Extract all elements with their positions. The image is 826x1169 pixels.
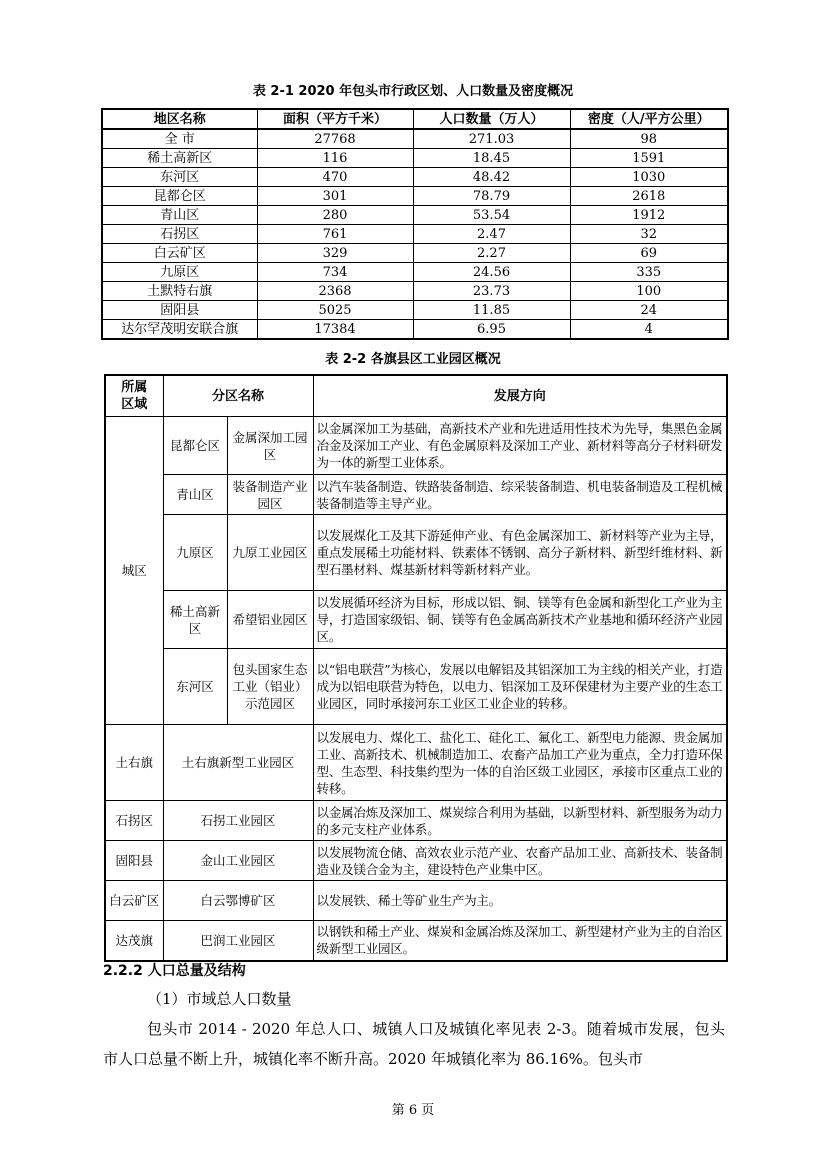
table-cell: 11.85 — [413, 301, 570, 320]
table-cell: 6.95 — [413, 320, 570, 340]
table-cell: 48.42 — [413, 168, 570, 187]
table-cell: 昆都仑区 — [102, 187, 257, 206]
table-cell: 土默特右旗 — [102, 282, 257, 301]
table-cell: 280 — [257, 206, 413, 225]
header-zone: 分区名称 — [163, 375, 313, 417]
body-paragraph: 包头市 2014 - 2020 年总人口、城镇人口及城镇化率见表 2-3。随着城市发展，包头市人口总量不断上升，城镇化率不断升高。2020 年城镇化率为 86.16%。包头市 — [103, 1020, 725, 1068]
table-row — [102, 168, 728, 187]
direction-cell: 以发展物流仓储、高效农业示范产业、农畜产品加工业、高新技术、装备制造业及镁合金为主，建设特色产业集中区。 — [313, 841, 727, 881]
subsection-title: （1）市域总人口数量 — [147, 990, 292, 1008]
region-cell: 石拐区 — [105, 801, 163, 841]
table-cell: 白云矿区 — [102, 244, 257, 263]
table-cell: 53.54 — [413, 206, 570, 225]
table-cell: 17384 — [257, 320, 413, 340]
direction-cell: 以发展煤化工及其下游延伸产业、有色金属深加工、新材料等产业为主导，重点发展稀土功能材料、铁素体不锈钢、高分子新材料、新型纤维材料、新型石墨材料、煤基新材料等新材料产业。 — [313, 515, 727, 591]
table-row — [102, 129, 728, 149]
table-cell: 石拐区 — [102, 225, 257, 244]
park-cell: 九原工业园区 — [227, 515, 313, 591]
table-cell: 2618 — [570, 187, 728, 206]
direction-cell: 以发展电力、煤化工、盐化工、硅化工、氟化工、新型电力能源、贵金属加工业、高新技术、机械制造加工、农畜产品加工产业为重点，全力打造环保型、生态型、科技集约型为一体的自治区级工业园区，承接市区重点工业的转移。 — [313, 725, 727, 801]
park-cell: 包头国家生态工业（铝业）示范园区 — [227, 649, 313, 725]
park-cell: 希望铝业园区 — [227, 591, 313, 649]
header-direction: 发展方向 — [313, 375, 727, 417]
section-heading: 2.2.2 人口总量及结构 — [103, 963, 246, 979]
table-row — [102, 263, 728, 282]
table-row — [105, 801, 727, 841]
table-header-row — [105, 375, 727, 417]
park-cell: 金属深加工园区 — [227, 417, 313, 475]
table-cell: 470 — [257, 168, 413, 187]
park-cell: 石拐工业园区 — [163, 801, 313, 841]
table-row — [105, 649, 727, 725]
table-row — [105, 515, 727, 591]
table-cell: 32 — [570, 225, 728, 244]
table2-caption: 表 2-2 各旗县区工业园区概况 — [325, 352, 501, 367]
table-cell: 4 — [570, 320, 728, 340]
table-cell: 24 — [570, 301, 728, 320]
region-cell: 白云矿区 — [105, 881, 163, 921]
table1-caption: 表 2-1 2020 年包头市行政区划、人口数量及密度概况 — [252, 84, 574, 99]
region-cell: 达茂旗 — [105, 921, 163, 961]
header-area: 面积（平方千米） — [257, 109, 413, 129]
table-row — [105, 417, 727, 475]
table-cell: 固阳县 — [102, 301, 257, 320]
park-cell: 金山工业园区 — [163, 841, 313, 881]
table-row — [102, 301, 728, 320]
header-density: 密度（人/平方公里） — [570, 109, 728, 129]
table-cell: 734 — [257, 263, 413, 282]
direction-cell: 以钢铁和稀土产业、煤炭和金属冶炼及深加工、新型建材产业为主的自治区级新型工业园区。 — [313, 921, 727, 961]
district-cell: 稀土高新区 — [163, 591, 227, 649]
park-cell: 装备制造产业园区 — [227, 475, 313, 515]
table-row — [102, 225, 728, 244]
industrial-park-table — [104, 374, 728, 962]
table-cell: 2368 — [257, 282, 413, 301]
table-cell: 761 — [257, 225, 413, 244]
header-region: 地区名称 — [102, 109, 257, 129]
direction-cell: 以发展循环经济为目标，形成以铝、铜、镁等有色金属和新型化工产业为主导，打造国家级铝、铜、镁等有色金属高新技术产业基地和循环经济产业园区。 — [313, 591, 727, 649]
header-region: 所属区域 — [105, 375, 163, 417]
table-row — [102, 187, 728, 206]
district-cell: 九原区 — [163, 515, 227, 591]
table-cell: 271.03 — [413, 129, 570, 149]
table-row — [102, 320, 728, 340]
table-row — [105, 921, 727, 961]
region-cell: 城区 — [105, 417, 163, 725]
table-cell: 18.45 — [413, 149, 570, 168]
table-row — [102, 244, 728, 263]
table-cell: 24.56 — [413, 263, 570, 282]
table-cell: 78.79 — [413, 187, 570, 206]
table-cell: 稀土高新区 — [102, 149, 257, 168]
header-population: 人口数量（万人） — [413, 109, 570, 129]
table-cell: 1912 — [570, 206, 728, 225]
table-header-row — [102, 109, 728, 129]
page-number: 第 6 页 — [391, 1103, 435, 1118]
table-cell: 1591 — [570, 149, 728, 168]
table-cell: 5025 — [257, 301, 413, 320]
table-cell: 69 — [570, 244, 728, 263]
table-cell: 23.73 — [413, 282, 570, 301]
table-cell: 116 — [257, 149, 413, 168]
district-cell: 青山区 — [163, 475, 227, 515]
table-row — [105, 725, 727, 801]
table-cell: 100 — [570, 282, 728, 301]
region-cell: 固阳县 — [105, 841, 163, 881]
table-row — [102, 206, 728, 225]
table-cell: 东河区 — [102, 168, 257, 187]
table-cell: 1030 — [570, 168, 728, 187]
table-row — [105, 881, 727, 921]
region-cell: 土右旗 — [105, 725, 163, 801]
table-row — [102, 149, 728, 168]
table-cell: 全 市 — [102, 129, 257, 149]
table-row — [105, 591, 727, 649]
table-cell: 335 — [570, 263, 728, 282]
direction-cell: 以汽车装备制造、铁路装备制造、综采装备制造、机电装备制造及工程机械装备制造等主导产业。 — [313, 475, 727, 515]
table-cell: 27768 — [257, 129, 413, 149]
table-row — [102, 282, 728, 301]
population-table — [101, 108, 729, 340]
table-cell: 329 — [257, 244, 413, 263]
table-cell: 301 — [257, 187, 413, 206]
direction-cell: 以金属冶炼及深加工、煤炭综合利用为基础，以新型材料、新型服务为动力的多元支柱产业体系。 — [313, 801, 727, 841]
table-cell: 青山区 — [102, 206, 257, 225]
direction-cell: 以“铝电联营”为核心，发展以电解铝及其铝深加工为主线的相关产业，打造成为以铝电联营为特色，以电力、铝深加工及环保建材为主要产业的生态工业园区，同时承接河东工业区工业企业的转移。 — [313, 649, 727, 725]
direction-cell: 以发展铁、稀土等矿业生产为主。 — [313, 881, 727, 921]
table-cell: 98 — [570, 129, 728, 149]
table-row — [105, 841, 727, 881]
table-cell: 达尔罕茂明安联合旗 — [102, 320, 257, 340]
table-cell: 2.27 — [413, 244, 570, 263]
table-row — [105, 475, 727, 515]
park-cell: 巴润工业园区 — [163, 921, 313, 961]
park-cell: 白云鄂博矿区 — [163, 881, 313, 921]
district-cell: 东河区 — [163, 649, 227, 725]
district-cell: 昆都仑区 — [163, 417, 227, 475]
table-cell: 2.47 — [413, 225, 570, 244]
park-cell: 土右旗新型工业园区 — [163, 725, 313, 801]
direction-cell: 以金属深加工为基础，高新技术产业和先进适用性技术为先导，集黑色金属冶金及深加工产业、有色金属原料及深加工产业、新材料等高分子材料研发为一体的新型工业体系。 — [313, 417, 727, 475]
table-cell: 九原区 — [102, 263, 257, 282]
